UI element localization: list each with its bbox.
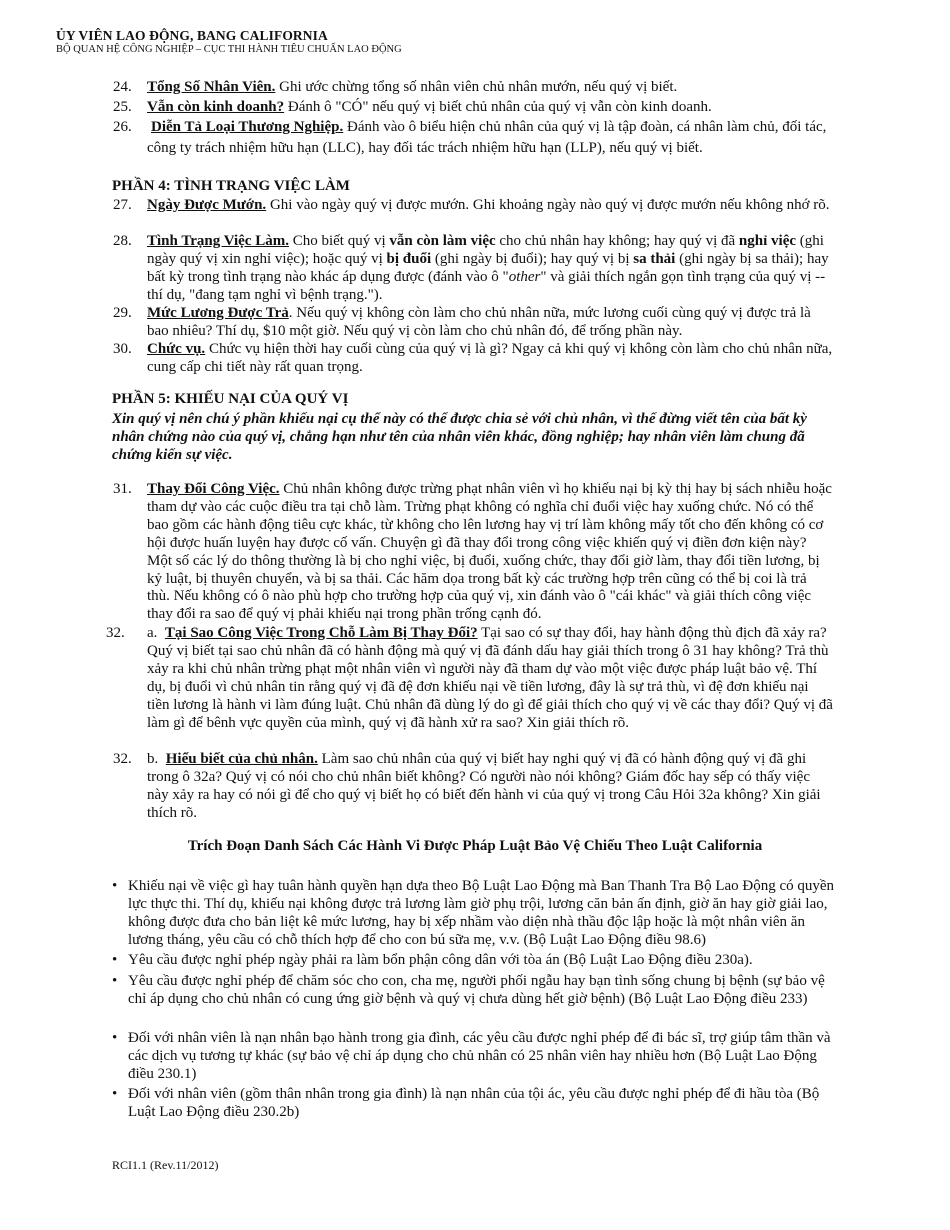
bullet-icon: • [112,1086,118,1102]
item-number: 32. [113,751,132,767]
protected-item [112,1085,838,1121]
item-body: " và giải thích ngắn gọn tình trạng của quý vị -- thí dụ, "đang tạm nghỉ vì bệnh trạng."). [147,269,826,303]
protected-item [112,951,838,969]
protected-item-text: Khiếu nại về việc gì hay tuân hành quyền hạn dựa theo Bộ Luật Lao Động mà Ban Thanh Tra Bộ Lao Động có quyền lực thực thi. Thí dụ, khiếu nại không được trả lương làm giờ phụ trội, lương căn bản ấn định, giờ ăn hay giờ giải lao, không được đưa cho bản liệt kê mức lương, hay bị xếp nhầm vào diện nhà thầu độc lập hoặc là một nhân viên ăn lương tháng, yêu cầu có chỗ thích hợp để cho con bú sữa mẹ, v.v. (Bộ Luật Lao Động điều 98.6) [128,878,835,948]
item-body: Chủ nhân không được trừng phạt nhân viên vì họ khiếu nại bị kỳ thị hay bị sách nhiễu hoặc tham dự vào các cuộc điều tra tại chỗ làm. Trừng phạt không có nghĩa chỉ đuổi việc hay xuống chức. Nó có thể bao gồm các hành động tiêu cực khác, từ không cho lên lương hay vị trí làm không mấy tốt cho đến không có cơ hội được huấn luyện hay được cố vấn. Chuyện gì đã thay đổi trong công việc khiến quý vị điền đơn kiện này? Một số các lý do thông thường là bị cho nghỉ việc, bị đuổi, xuống chức, thay đổi giờ làm, thay đổi tiền lương, bị kỷ luật, bị thuyên chuyển, và bị sa thải. Các hăm dọa trong bất kỳ các trường hợp trên cũng có thể bị coi là trả thù. Nếu không có ô nào phù hợp cho trường hợp của quý vị, xin đánh vào ô "cái khác" và giải thích công việc thay đổi ra sao để quý vị phải khiếu nại trong phần trống cạnh đó. [147,481,832,623]
item-body: cho chủ nhân hay không; hay quý vị đã [495,233,739,249]
item-number: 24. [113,79,132,95]
emphasis-quit: nghỉ việc [738,233,797,249]
item-body: Đánh ô "CÓ" nếu quý vị biết chủ nhân của quý vị vẫn còn kinh doanh. [284,99,712,115]
form-id: RCI1.1 (Rev.11/2012) [112,1158,219,1172]
emphasis-still-working: vẫn còn làm việc [389,233,496,249]
item-body: (ghi ngày quý vị xin nghỉ việc); hoặc quý vị [147,233,824,267]
item-body: Cho biết quý vị [288,233,390,249]
protected-item-text: Đối với nhân viên là nạn nhân bạo hành trong gia đình, các yêu cầu được nghỉ phép để đi bác sĩ, trợ giúp tâm thần và các dịch vụ tương tự khác (sự bảo vệ chỉ áp dụng cho chủ nhân có 25 nhân viên hay nhiều hơn (Bộ Luật Lao Động điều 230.1) [128,1030,831,1082]
item-32a [106,624,833,732]
bullet-icon: • [112,878,118,894]
item-body: Làm sao chủ nhân của quý vị biết hay nghi quý vị đã có hành động quý vị đã ghi trong ô 32a? Quý vị có nói cho chủ nhân biết không? Có người nào nói không? Giám đốc hay sếp có thấy việc này xảy ra hay có nói gì để cho quý vị biết họ có biết đến hành vi của quý vị trong Câu Hỏi 32a không? Xin giải thích rõ. [147,751,821,821]
item-number: 31. [113,481,132,497]
item-title: Vẫn còn kinh doanh? [147,99,285,115]
emphasis-laid-off: sa thải [633,251,676,267]
item-title: Diễn Tả Loại Thương Nghiệp. [151,119,344,135]
item-body: Chức vụ hiện thời hay cuối cùng của quý vị là gì? Ngay cả khi quý vị không còn làm cho chủ nhân nữa, cung cấp chi tiết này rất quan trọng. [147,341,833,375]
item-sub-letter: b. [147,751,159,767]
item-25 [113,97,833,117]
item-title: Mức Lương Được Trả [147,305,289,321]
item-title: Tại Sao Công Việc Trong Chỗ Làm Bị Thay Đổi? [164,625,478,641]
bullet-icon: • [112,973,118,989]
protected-item-text: Yêu cầu được nghỉ phép để chăm sóc cho con, cha mẹ, người phối ngẫu hay bạn tình sống chung bị bệnh (sự bảo vệ chỉ áp dụng cho chủ nhân có cung ứng giờ bệnh và quý vị chưa dùng hết giờ bệnh) (Bộ Luật Lao Động điều 233) [128,973,825,1007]
agency-title: ỦY VIÊN LAO ĐỘNG, BANG CALIFORNIA [56,28,328,43]
item-body: (ghi ngày bị đuổi); hay quý vị bị [431,251,634,267]
item-number: 28. [113,233,132,249]
item-32b [113,750,833,822]
item-body: (ghi ngày bị sa thải); hay bất kỳ trong tình trạng nào khác áp dụng được (đánh vào ô " [147,251,829,285]
emphasis-fired: bị đuổi [386,251,432,267]
item-body: Tại sao có sự thay đổi, hay hành động thù địch đã xảy ra? Quý vị biết tại sao chủ nhân đã có hành động mà quý vị đã đánh dấu hay giải thích trong ô 31 hay không? Trả thù xảy ra khi chủ nhân trừng phạt một nhân viên vì người này đã tham dự vào một việc được pháp luật bảo vệ. Thí dụ, bị đuổi vì chủ nhân tin rằng quý vị đã đệ đơn khiếu nại về tiền lương, đây là sự trả thù, vì đệ đơn khiếu nại tiền lương là hành vi làm đúng luật. Chủ nhân đã dùng lý do gì để giải thích cho quý vị về các thay đổi? Quý vị đã làm gì để bênh vực quyền của mình, quý vị đã hành xử ra sao? Xin giải thích rõ. [147,625,833,731]
protected-activities-heading: Trích Đoạn Danh Sách Các Hành Vi Được Pháp Luật Bảo Vệ Chiếu Theo Luật California [187,838,763,854]
section-4-heading: PHẦN 4: TÌNH TRẠNG VIỆC LÀM [112,178,350,194]
item-body: . Nếu quý vị không còn làm cho chủ nhân nữa, mức lương cuối cùng quý vị được trả là bao nhiêu? Thí dụ, $10 một giờ. Nếu quý vị còn làm cho chủ nhân đó, để trống phần này. [147,305,811,339]
item-31 [113,481,833,624]
item-number: 30. [113,341,132,357]
item-sub-letter: a. [147,625,158,641]
item-title: Ngày Được Mướn. [147,197,267,213]
item-number: 29. [113,305,132,321]
item-30 [113,340,833,376]
protected-item [112,877,838,949]
item-title: Thay Đổi Công Việc. [147,481,280,497]
item-body: Đánh vào ô biểu hiện chủ nhân của quý vị là tập đoàn, cá nhân làm chủ, đối tác, công ty trách nhiệm hữu hạn (LLC), hay đối tác trách nhiệm hữu hạn (LLP), nếu quý vị biết. [147,119,827,156]
section-5-heading: PHẦN 5: KHIẾU NẠI CỦA QUÝ VỊ [112,391,349,407]
privacy-note: Xin quý vị nên chú ý phần khiếu nại cụ thể này có thể được chia sẻ với chủ nhân, vì thế đừng viết tên của bất kỳ nhân chứng nào của quý vị, chẳng hạn như tên của nhân viên khác, đồng nghiệp; hay nhân viên làm chung đã chứng kiến sự việc. [112,411,807,463]
item-title: Hiểu biết của chủ nhân. [165,751,318,767]
bullet-icon: • [112,1030,118,1046]
item-24 [113,77,833,97]
protected-item-text: Yêu cầu được nghỉ phép ngày phải ra làm bổn phận công dân với tòa án (Bộ Luật Lao Động điều 230a). [128,952,753,968]
item-title: Tổng Số Nhân Viên. [147,79,276,95]
protected-item [112,1029,838,1083]
item-28 [113,232,833,304]
agency-subtitle: BỘ QUAN HỆ CÔNG NGHIỆP – CỤC THI HÀNH TIÊU CHUẨN LAO ĐỘNG [56,44,402,55]
item-26 [113,117,833,159]
item-number: 25. [113,99,132,115]
bullet-icon: • [112,952,118,968]
item-title: Tình Trạng Việc Làm. [147,233,289,249]
item-number: 26. [113,119,132,135]
item-29 [113,304,833,340]
protected-item-text: Đối với nhân viên (gồm thân nhân trong gia đình) là nạn nhân của tội ác, yêu cầu được nghỉ phép để đi hầu tòa (Bộ Luật Lao Động điều 230.2b) [128,1086,820,1120]
item-title: Chức vụ. [147,341,206,357]
item-number: 27. [113,197,132,213]
protected-item [112,972,838,1008]
item-body: Ghi ước chừng tổng số nhân viên chủ nhân mướn, nếu quý vị biết. [275,79,678,95]
emphasis-other: other [508,269,541,285]
item-number: 32. [106,625,125,641]
item-27 [113,196,833,214]
item-body: Ghi vào ngày quý vị được mướn. Ghi khoảng ngày nào quý vị được mướn nếu không nhớ rõ. [266,197,830,213]
